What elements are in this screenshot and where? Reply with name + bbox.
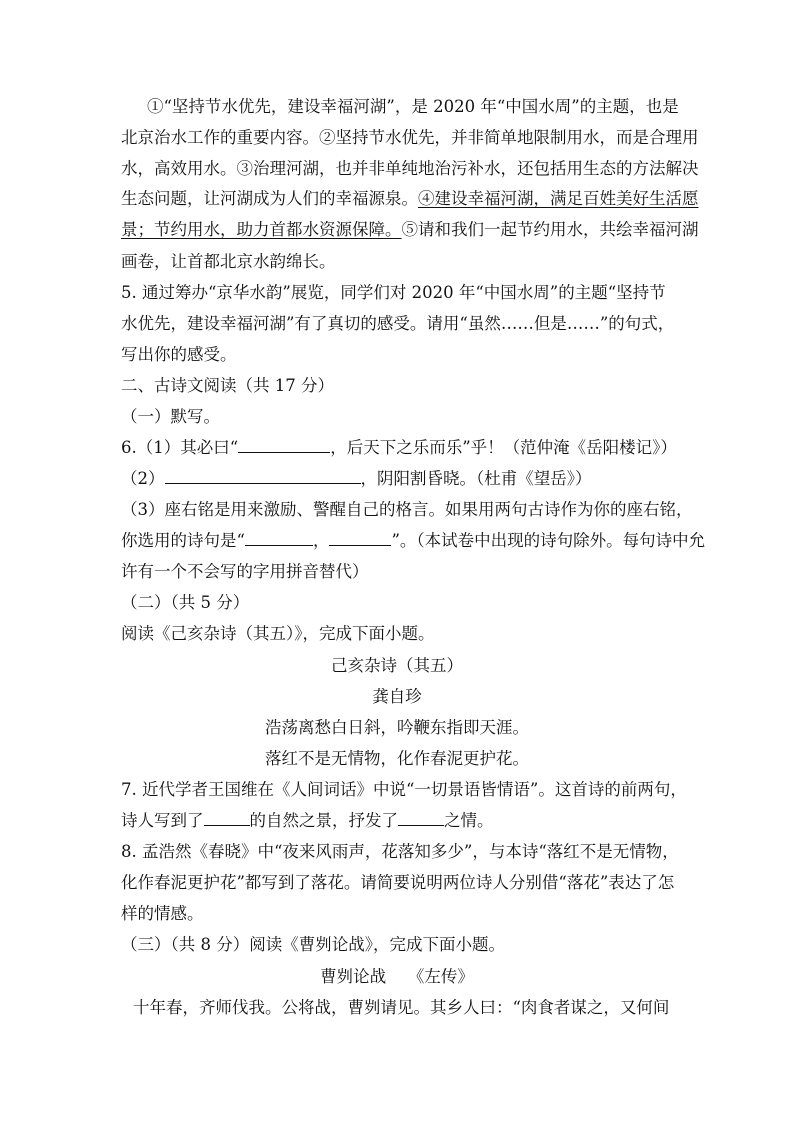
question-5-line-2: 水优先，建设幸福河湖”有了真切的感受。请用“虽然……但是……”的句式，: [121, 314, 675, 333]
question-6-part-1: [121, 438, 681, 458]
answer-blank[interactable]: [204, 811, 250, 826]
poem-line-1: 浩荡离愁白日斜，吟鞭东指即天涯。: [265, 718, 529, 737]
passage-line-6: 画卷，让首都北京水韵绵长。: [121, 252, 336, 271]
passage-line-5: [121, 220, 699, 240]
question-text: ，后天下之乐而乐”乎！（范仲淹《岳阳楼记》）: [330, 438, 677, 457]
part-heading: （一）默写。: [121, 407, 220, 426]
part-intro: 阅读《己亥杂诗（其五）》，完成下面小题。: [121, 624, 435, 643]
answer-blank[interactable]: [245, 531, 313, 546]
essay-line-1: 十年春，齐师伐我。公将战，曹刿请见。其乡人曰：“肉食者谋之，又何间: [133, 998, 670, 1017]
question-7-line-1: 7. 近代学者王国维在《人间词话》中说“一切景语皆情语”。这首诗的前两句，: [121, 780, 687, 799]
question-6-part-3-line-2: [121, 531, 706, 551]
question-8-line-2: 化作春泥更护花”都写到了落花。请简要说明两位诗人分别借“落花”表达了怎: [121, 873, 675, 892]
question-text: 的自然之景，抒发了: [249, 811, 398, 830]
poem-line-2: 落红不是无情物，化作春泥更护花。: [265, 749, 529, 768]
question-text: ，阴阳割昏晓。（杜甫《望岳》）: [360, 469, 592, 488]
question-text: 你选用的诗句是“: [121, 531, 245, 550]
passage-line-4: [121, 189, 699, 209]
answer-blank[interactable]: [238, 438, 330, 453]
question-text: ，: [312, 531, 330, 550]
passage-text: ⑤请和我们一起节约用水，共绘幸福河湖: [401, 220, 699, 239]
question-text: 诗人写到了: [121, 811, 204, 830]
part-heading: （三）（共 8 分）阅读《曹刿论战》，完成下面小题。: [121, 935, 505, 954]
question-6-part-2: [121, 469, 681, 489]
question-5-line-3: 写出你的感受。: [121, 345, 237, 364]
question-6-part-3-line-3: 许有一个不会写的字用拼音替代）: [121, 562, 369, 581]
question-text: 6.（1）其必曰“: [121, 438, 239, 457]
passage-line-3: 水，高效用水。③治理河湖，也并非单纯地治污补水，还包括用生态的方法解决: [121, 159, 699, 178]
question-8-line-1: 8. 孟浩然《春晓》中“夜来风雨声，花落知多少”，与本诗“落红不是无情物，: [121, 842, 679, 861]
question-8-line-3: 样的情感。: [121, 904, 204, 923]
essay-title: 曹刿论战 《左传》: [320, 967, 474, 986]
part-heading: （二）（共 5 分）: [121, 593, 250, 612]
poem-author: 龚自珍: [372, 687, 422, 706]
section-heading: 二、古诗文阅读（共 17 分）: [121, 376, 334, 395]
underlined-sentence: 景；节约用水，助力首都水资源保障。: [121, 220, 402, 239]
passage-line-1: ①“坚持节水优先，建设幸福河湖”，是 2020 年“中国水周”的主题，也是: [147, 97, 679, 116]
underlined-sentence: ④建设幸福河湖，满足百姓美好生活愿: [418, 189, 699, 208]
answer-blank[interactable]: [398, 811, 444, 826]
answer-blank[interactable]: [165, 469, 361, 484]
question-6-part-3-line-1: （3）座右铭是用来激励、警醒自己的格言。如果用两句古诗作为你的座右铭，: [121, 500, 693, 519]
poem-title: 己亥杂诗（其五）: [331, 656, 463, 675]
question-text: （2）: [121, 469, 165, 488]
question-text: 之情。: [444, 811, 494, 830]
question-5-line-1: 5. 通过筹办“京华水韵”展览，同学们对 2020 年“中国水周”的主题“坚持节: [121, 283, 666, 302]
answer-blank[interactable]: [329, 531, 391, 546]
question-7-line-2: [121, 811, 681, 831]
question-text: ”。（本试卷中出现的诗句除外。每句诗中允: [391, 531, 706, 550]
passage-text: 生态问题，让河湖成为人们的幸福源泉。: [121, 189, 418, 208]
passage-line-2: 北京治水工作的重要内容。②坚持节水优先，并非简单地限制用水，而是合理用: [121, 128, 699, 147]
